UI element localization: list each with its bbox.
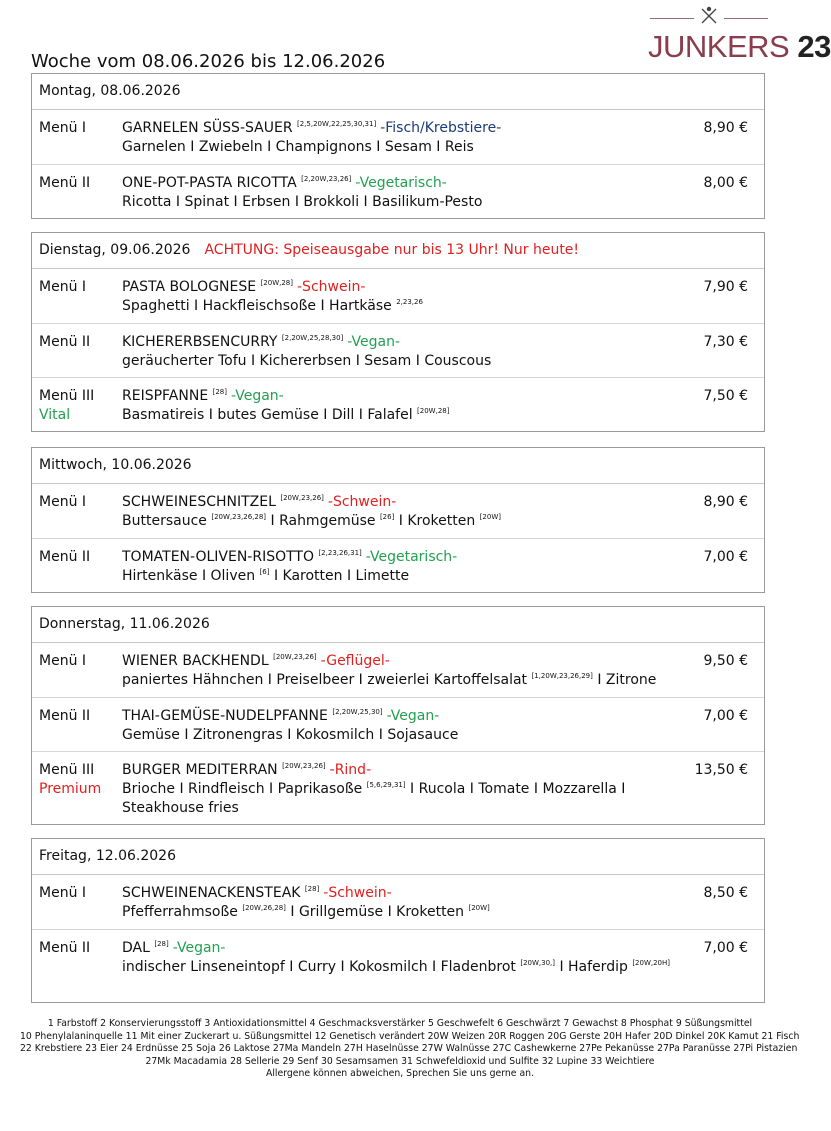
day-header	[32, 233, 764, 269]
menu-number: Menü I	[39, 494, 87, 510]
description-text: I Kroketten	[398, 513, 476, 529]
dish-allergens: [28]	[304, 885, 320, 893]
menu-number: Menü II	[39, 334, 91, 350]
description-text: geräucherter Tofu I Kichererbsen I Sesam I Couscous	[122, 353, 492, 369]
dish-description	[122, 958, 682, 977]
menu-body	[122, 884, 682, 922]
day-header	[32, 448, 764, 484]
dish-description	[122, 780, 682, 818]
menu-number: Menü II	[39, 708, 91, 724]
dish-title	[122, 278, 682, 297]
description-text: Pfefferrahmsoße	[122, 904, 238, 920]
dish-allergens: [20W,28]	[260, 279, 293, 287]
dish-name: REISPFANNE	[122, 388, 209, 404]
description-text: Hirtenkäse I Oliven	[122, 568, 256, 584]
fork-knife-icon	[698, 5, 720, 27]
week-headline: Woche vom 08.06.2026 bis 12.06.2026	[31, 51, 386, 72]
menu-label	[39, 333, 90, 352]
brand-word: JUNKERS	[648, 29, 790, 64]
day-label: Montag, 08.06.2026	[39, 83, 181, 99]
diet-tag: -Vegan-	[231, 388, 284, 404]
dish-price: 7,90 €	[703, 279, 748, 295]
dish-allergens: [28]	[212, 388, 227, 396]
diet-tag: -Vegan-	[386, 708, 440, 724]
dish-allergens: [28]	[154, 940, 169, 948]
description-text: I Zitrone	[597, 672, 657, 688]
allergen-legend	[20, 1018, 800, 1081]
dish-title	[122, 761, 682, 780]
menu-label	[39, 761, 101, 799]
diet-tag: -Vegetarisch-	[355, 175, 447, 191]
description-text: Spaghetti I Hackfleischsoße I Hartkäse	[122, 298, 392, 314]
dish-description	[122, 567, 682, 586]
menu-label	[39, 707, 90, 726]
day-label: Freitag, 12.06.2026	[39, 848, 176, 864]
day-header	[32, 607, 764, 643]
dish-title	[122, 652, 682, 671]
dish-name: THAI-GEMÜSE-NUDELPFANNE	[122, 708, 328, 724]
dish-title	[122, 493, 682, 512]
day-label: Donnerstag, 11.06.2026	[39, 616, 210, 632]
dish-title	[122, 939, 682, 958]
dish-name: ONE-POT-PASTA RICOTTA	[122, 175, 297, 191]
menu-row	[32, 875, 764, 929]
menu-row	[32, 697, 764, 751]
diet-tag: -Schwein-	[323, 885, 392, 901]
dish-price: 8,90 €	[703, 120, 748, 136]
dish-title	[122, 119, 682, 138]
dish-title	[122, 333, 682, 352]
menu-body	[122, 493, 682, 531]
dish-name: PASTA BOLOGNESE	[122, 279, 257, 295]
menu-number: Menü I	[39, 653, 87, 669]
description-allergens: [20W,28]	[417, 407, 450, 415]
dish-allergens: [2,20W,25,28,30]	[281, 334, 344, 342]
diet-tag: -Rind-	[329, 762, 372, 778]
description-allergens: [20W]	[468, 904, 490, 912]
logo-divider-right	[724, 18, 768, 19]
menu-body	[122, 387, 682, 425]
dish-price: 7,50 €	[703, 388, 748, 404]
diet-tag: -Vegan-	[172, 940, 226, 956]
menu-body	[122, 939, 682, 977]
menu-body	[122, 278, 682, 316]
menu-number: Menü II	[39, 549, 91, 565]
menu-number: Menü I	[39, 120, 87, 136]
day-header	[32, 74, 764, 110]
dish-description	[122, 726, 682, 745]
menu-label	[39, 652, 86, 671]
day-section	[31, 73, 765, 219]
description-allergens: 2,23,26	[396, 298, 423, 306]
description-text: paniertes Hähnchen I Preiselbeer I zweierlei Kartoffelsalat	[122, 672, 528, 688]
dish-name: SCHWEINENACKENSTEAK	[122, 885, 301, 901]
dish-description	[122, 406, 682, 425]
dish-price: 8,00 €	[703, 175, 748, 191]
menu-number: Menü II	[39, 940, 91, 956]
menu-number: Menü I	[39, 885, 87, 901]
menu-row	[32, 110, 764, 164]
menu-label	[39, 493, 86, 512]
dish-price: 8,90 €	[703, 494, 748, 510]
dish-name: SCHWEINESCHNITZEL	[122, 494, 276, 510]
menu-label	[39, 174, 90, 193]
description-text: Basmatireis I butes Gemüse I Dill I Falafel	[122, 407, 413, 423]
description-text: Brioche I Rindfleisch I Paprikasoße	[122, 781, 363, 797]
menu-body	[122, 652, 682, 690]
menu-label	[39, 939, 90, 958]
description-allergens: [20W,30,]	[520, 959, 555, 967]
dish-allergens: [20W,23,26]	[280, 494, 324, 502]
day-notice: ACHTUNG: Speiseausgabe nur bis 13 Uhr! Nur heute!	[204, 242, 580, 258]
description-allergens: [1,20W,23,26,29]	[531, 672, 593, 680]
brand-number: 23	[797, 29, 831, 64]
menu-body	[122, 119, 682, 157]
legend-line: Allergene können abweichen, Sprechen Sie uns gerne an.	[265, 1068, 535, 1079]
dish-title	[122, 387, 682, 406]
day-section	[31, 232, 765, 432]
description-text: I Haferdip	[559, 959, 628, 975]
description-allergens: [26]	[379, 513, 395, 521]
menu-row	[32, 323, 764, 377]
dish-allergens: [20W,23,26]	[273, 653, 317, 661]
menu-category: Vital	[39, 407, 71, 423]
dish-allergens: [2,23,26,31]	[318, 549, 362, 557]
dish-allergens: [2,20W,23,26]	[301, 175, 352, 183]
dish-price: 7,00 €	[703, 708, 748, 724]
day-label: Mittwoch, 10.06.2026	[39, 457, 192, 473]
legend-line: 22 Krebstiere 23 Eier 24 Erdnüsse 25 Soja 26 Laktose 27Ma Mandeln 27H Haselnüsse 27W Walnüsse 27C Cashewkerne 27Pe Pekanüsse 27Pa Paranüsse 27Pi Pistazien	[20, 1043, 798, 1054]
dish-name: TOMATEN-OLIVEN-RISOTTO	[122, 549, 314, 565]
description-allergens: [20W]	[479, 513, 501, 521]
menu-label	[39, 387, 94, 425]
dish-name: GARNELEN SÜSS-SAUER	[122, 120, 293, 136]
menu-row	[32, 538, 764, 592]
dish-price: 7,30 €	[703, 334, 748, 350]
dish-title	[122, 174, 682, 193]
menu-row	[32, 164, 764, 218]
dish-allergens: [20W,23,26]	[282, 762, 326, 770]
dish-allergens: [2,20W,25,30]	[332, 708, 383, 716]
diet-tag: -Geflügel-	[320, 653, 390, 669]
menu-row	[32, 929, 764, 1002]
day-section	[31, 606, 765, 825]
dish-title	[122, 884, 682, 903]
description-text: indischer Linseneintopf I Curry I Kokosmilch I Fladenbrot	[122, 959, 516, 975]
description-text: I Karotten I Limette	[273, 568, 410, 584]
menu-row	[32, 484, 764, 538]
description-text: I Rahmgemüse	[270, 513, 376, 529]
description-text: Garnelen I Zwiebeln I Champignons I Sesam I Reis	[122, 139, 474, 155]
dish-name: WIENER BACKHENDL	[122, 653, 269, 669]
menu-body	[122, 548, 682, 586]
dish-price: 7,00 €	[703, 549, 748, 565]
dish-description	[122, 671, 682, 690]
dish-description	[122, 512, 682, 531]
diet-tag: -Vegetarisch-	[365, 549, 458, 565]
day-header	[32, 839, 764, 875]
description-text: Buttersauce	[122, 513, 207, 529]
dish-price: 7,00 €	[703, 940, 748, 956]
menu-category: Premium	[39, 781, 102, 797]
dish-title	[122, 707, 682, 726]
dish-description	[122, 193, 682, 212]
legend-line: 10 Phenylalaninquelle 11 Mit einer Zuckerart u. Süßungsmittel 12 Genetisch verändert 20W Weizen 20R Roggen 20G Gerste 20H Hafer 20D Dinkel 20K Kamut 21 Fisch	[20, 1030, 800, 1042]
day-section	[31, 838, 765, 1003]
brand-logo	[648, 4, 831, 64]
menu-label	[39, 278, 86, 297]
dish-allergens: [2,5,20W,22,25,30,31]	[297, 120, 377, 128]
menu-number: Menü III	[39, 388, 95, 404]
description-allergens: [20W,20H]	[632, 959, 670, 967]
dish-price: 8,50 €	[703, 885, 748, 901]
menu-number: Menü I	[39, 279, 87, 295]
dish-description	[122, 352, 682, 371]
dish-price: 9,50 €	[703, 653, 748, 669]
logo-divider-left	[650, 18, 694, 19]
legend-line: 1 Farbstoff 2 Konservierungsstoff 3 Antioxidationsmittel 4 Geschmacksverstärker 5 Geschwefelt 6 Geschwärzt 7 Gewachst 8 Phosphat 9 Süßungsmittel	[47, 1018, 753, 1029]
menu-row	[32, 751, 764, 824]
day-label: Dienstag, 09.06.2026	[39, 242, 191, 258]
dish-price: 13,50 €	[694, 762, 748, 778]
menu-label	[39, 119, 86, 138]
menu-row	[32, 269, 764, 323]
diet-tag: -Vegan-	[347, 334, 401, 350]
description-text: I Grillgemüse I Kroketten	[290, 904, 465, 920]
description-allergens: [5,6,29,31]	[366, 781, 406, 789]
legend-line: 27Mk Macadamia 28 Sellerie 29 Senf 30 Sesamsamen 31 Schwefeldioxid und Sulfite 32 Lupine 33 Weichtiere	[145, 1055, 655, 1067]
dish-title	[122, 548, 682, 567]
dish-description	[122, 138, 682, 157]
menu-body	[122, 707, 682, 745]
diet-tag: -Schwein-	[327, 494, 397, 510]
dish-description	[122, 297, 682, 316]
dish-name: KICHERERBSENCURRY	[122, 334, 278, 350]
menu-body	[122, 761, 682, 818]
description-allergens: [6]	[259, 568, 270, 576]
dish-name: BURGER MEDITERRAN	[122, 762, 278, 778]
description-allergens: [20W,23,26,28]	[211, 513, 267, 521]
menu-body	[122, 333, 682, 371]
description-text: Gemüse I Zitronengras I Kokosmilch I Sojasauce	[122, 727, 459, 743]
description-allergens: [20W,26,28]	[242, 904, 286, 912]
menu-row	[32, 377, 764, 431]
brand-name	[648, 29, 831, 64]
menu-body	[122, 174, 682, 212]
description-text: I Rucola I Tomate I Mozzarella I Steakhouse fries	[122, 781, 626, 816]
menu-label	[39, 548, 90, 567]
dish-name: DAL	[122, 940, 150, 956]
diet-tag: -Fisch/Krebstiere-	[380, 120, 502, 136]
menu-number: Menü III	[39, 762, 95, 778]
description-text: Ricotta I Spinat I Erbsen I Brokkoli I Basilikum-Pesto	[122, 194, 483, 210]
menu-row	[32, 643, 764, 697]
menu-number: Menü II	[39, 175, 91, 191]
day-section	[31, 447, 765, 593]
diet-tag: -Schwein-	[297, 279, 366, 295]
menu-label	[39, 884, 86, 903]
dish-description	[122, 903, 682, 922]
